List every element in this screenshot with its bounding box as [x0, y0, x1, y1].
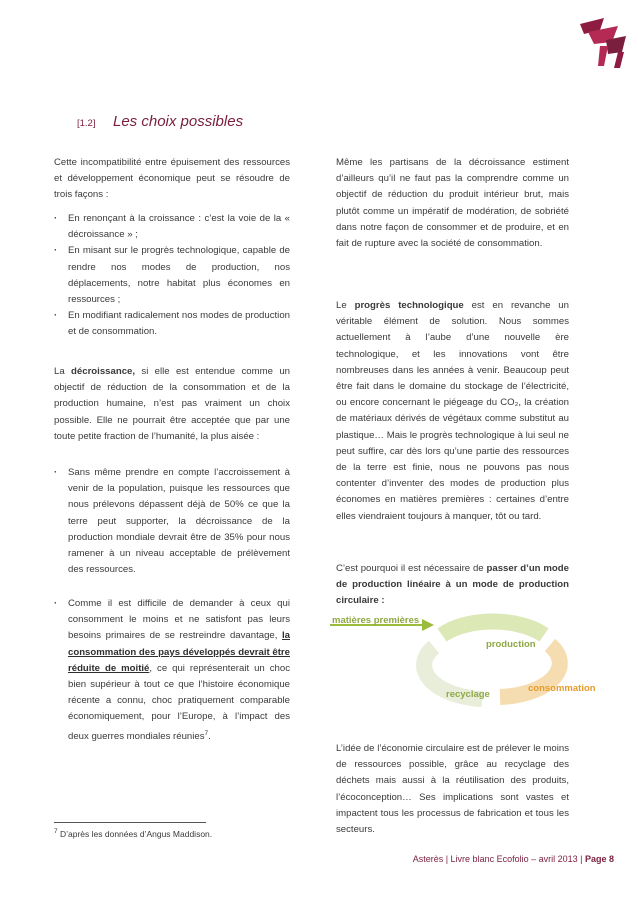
progres-paragraph: Le progrès technologique est en revanche un véritable élément de solution. Nous sommes actuellement à l’aube d’une nouvelle ère technologique, et les innovations vont être nombreuses dans les années à venir. Beaucoup peut être fait dans le domaine du stockage de l’électricité, ou encore concernant le piégeage du CO₂, la création de matériaux dérivés de végétaux comme substitut au plastique… Mais le progrès technologique à lui seul ne peut suffire, car dès lors qu’une partie des ressources de la terre est finie, nous ne pouvons pas nous contenter d’inventer des modes de production plus économes en matières premières : certaines d’entre elles viendraient toujours à manquer, tôt ou tard. — [336, 300, 569, 522]
options-list — [54, 211, 290, 341]
list-item: · En misant sur le progrès technologique, capable de rendre nos modes de production, nos déplacements, notre habitat plus économes en ressources ; — [54, 243, 290, 308]
bullet-consumption: · Comme il est difficile de demander à ceux qui consomment le moins et ne satisfont pas leurs besoins primaires de se restreindre davantage, la consommation des pays développés devrait être réduite de moitié, ce qui représenterait un choc bien supérieur à tout ce que l’histoire économique récente a connu, choc pratiquement comparable économiquement, pour l’Europe, à l’impact des deux guerres mondiales réunies$^7$. — [54, 596, 290, 745]
left-intro: Cette incompatibilité entre épuisement des ressources et développement économique peut se résoudre de trois façons : — [54, 157, 290, 201]
arc-production — [442, 622, 544, 635]
section-title: Les choix possibles — [113, 113, 244, 130]
circular-paragraph: C’est pourquoi il est nécessaire de passer d’un mode de production linéaire à un mode de production circulaire : — [336, 563, 569, 607]
term-progres: progrès technologique — [354, 300, 464, 311]
asteres-logo-icon — [578, 18, 628, 68]
right-paragraph-4: L’idée de l’économie circulaire est de prélever le moins de ressources possible, grâce au recyclage des déchets mais aussi à la réutilisation des produits, l’écoconception… Ses implications sont vastes et impactent tous les processus de fabrication et tous les secteurs. — [336, 743, 569, 836]
label-recyclage: recyclage — [446, 689, 490, 700]
footnote-divider — [54, 822, 206, 823]
label-consommation: consommation — [528, 683, 596, 694]
decroissance-paragraph: La décroissance, si elle est entendue comme un objectif de réduction de la consommation et de la production humaine, n’est pas vraiment un choix possible. Elle ne pourrait être acceptée que par une toute petite fraction de l’humanité, la plus aisée : — [54, 366, 290, 442]
label-matieres-premieres: matières premières — [332, 615, 420, 626]
term-decroissance: décroissance, — [71, 366, 136, 377]
page-number: Page 8 — [584, 854, 614, 864]
bullet-population: · Sans même prendre en compte l’accroissement à venir de la population, puisque les ressources que nous prélevons dépassent déjà de 50% ce que la terre peut supporter, la décroissance de la production mondiale devrait être de 35% pour nous ramener à un niveau acceptable de prélèvement des ressources. — [54, 465, 290, 578]
term-circular: passer d’un mode de production linéaire à un mode de production circulaire : — [336, 563, 569, 607]
circular-economy-diagram — [330, 615, 596, 711]
page-footer: Asterès | Livre blanc Ecofolio – avril 2013 | Page 8 — [412, 854, 614, 864]
list-item: · En renonçant à la croissance : c’est la voie de la « décroissance » ; — [54, 211, 290, 243]
section-number: [1.2] — [77, 118, 96, 129]
list-item: · En modifiant radicalement nos modes de production et de consommation. — [54, 308, 290, 340]
label-production: production — [486, 639, 536, 650]
footnote: $^7$ D’après les données d’Angus Maddison. — [54, 828, 213, 839]
highlight-reduction: la consommation des pays développés devrait être réduite de moitié — [68, 630, 290, 674]
right-paragraph-1: Même les partisans de la décroissance estiment d’ailleurs qu’il ne faut pas la comprendre comme un objectif de réduction du produit intérieur brut, mais plutôt comme un impératif de modération, de sobriété dans notre façon de consommer et de produire, et en fait de rupture avec la société de consommation. — [336, 157, 569, 250]
